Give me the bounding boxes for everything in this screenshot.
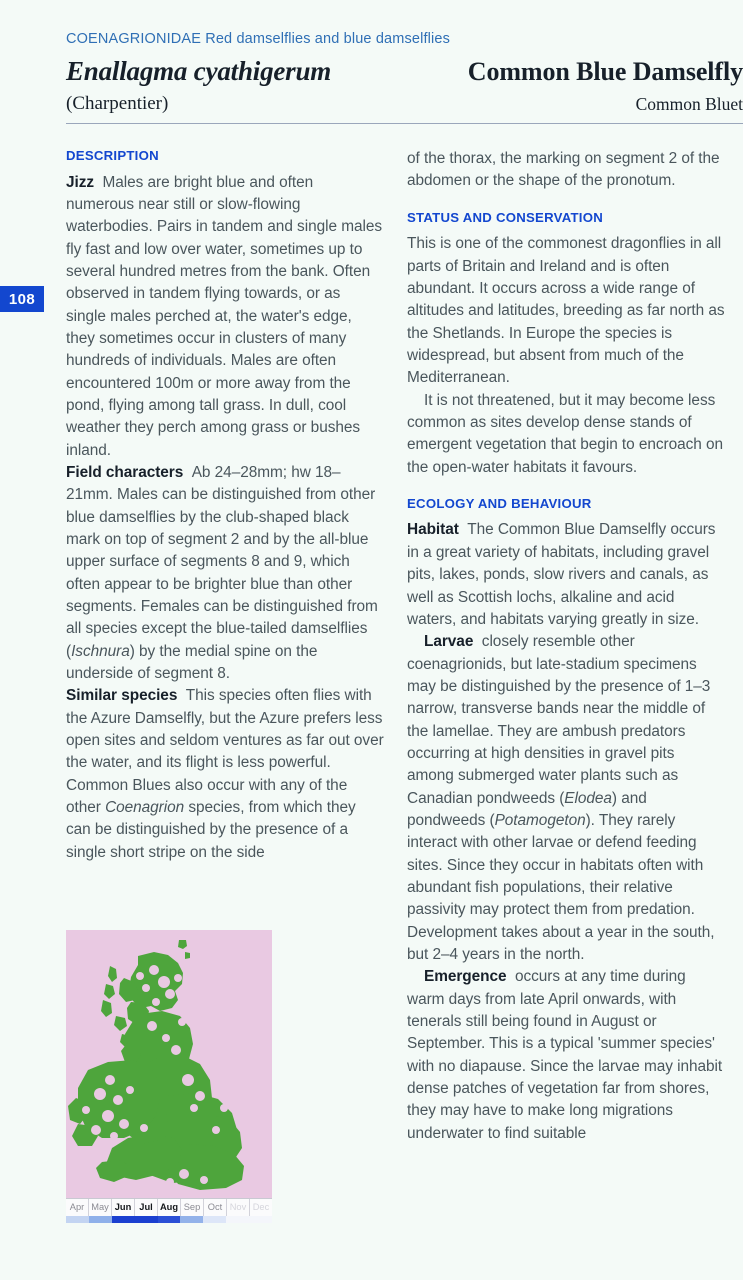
alternative-name: Common Bluet [635,94,743,114]
family-header: COENAGRIONIDAE Red damselflies and blue damselflies [66,31,450,47]
term-emergence: Emergence [424,968,507,986]
paragraph-continued: of the thorax, the marking on segment 2 of the abdomen or the shape of the pronotum. [407,150,720,190]
month-cell-may: May [89,1199,112,1216]
flight-bar-oct [203,1216,226,1223]
habitat-text: The Common Blue Damselfly occurs in a great variety of habitats, including gravel pits, lakes, ponds, slow rivers and canals, as well as Scottish lochs, alkaline and acid waters, and habitats varying greatly in size. [407,521,716,628]
genus-coenagrion: Coenagrion [105,799,185,817]
flight-bar-may [89,1216,112,1223]
term-jizz: Jizz [66,173,95,191]
month-cell-aug: Aug [158,1199,181,1216]
paragraph-field-characters [66,462,384,685]
paragraph-status: This is one of the commonest dragonflies in all parts of Britain and Ireland and is often abundant. It occurs across a wide range of altitudes and latitudes, breeding as far north as the Shetlands. In Europe the species is widespread, but absent from much of the Mediterranean. [407,235,725,387]
page-number-tab [0,286,44,312]
distribution-figure [66,930,272,1223]
paragraph-emergence [407,966,725,1145]
term-habitat: Habitat [407,521,459,539]
month-cell-oct: Oct [204,1199,227,1216]
term-field-characters: Field characters [66,463,184,481]
larvae-text-2: ) and pondweeds ( [407,789,647,829]
common-name: Common Blue Damselfly [467,57,743,86]
map-graphic [66,930,272,1198]
genus-ischnura: Ischnura [71,642,130,660]
header-divider [66,123,743,124]
flight-bar-aug [158,1216,181,1223]
paragraph-jizz-text: Males are bright blue and often numerous near still or slow-flowing waterbodies. Pairs in tandem and single males fly fast and low over water, sometimes up to several hundred metres from the bank. Often observed in tandem flying towards, or as single males perched at, the water's edge, they sometimes occur in clusters of many hundreds of individuals. Males are often encountered 100m or more away from the pond, flying among tall grass. In dull, cool weather they perch among grass or bushes inland. [66,173,382,459]
distribution-map [66,930,272,1198]
flight-bar-nov [226,1216,249,1223]
month-cell-jul: Jul [135,1199,158,1216]
flight-bar-apr [66,1216,89,1223]
field-characters-text-1: Ab 24–28mm; hw 18–21mm. Males can be distinguished from other blue damselflies by the club-shaped black mark on top of segment 2 and by the all-blue upper surface of segments 8 and 9, which often appear to be brighter blue than other segments. Females can be distinguished from all species except the blue-tailed damselflies ( [66,463,378,660]
heading-ecology-behaviour: ECOLOGY AND BEHAVIOUR [407,495,592,511]
flight-bar-jul [135,1216,158,1223]
month-cell-dec: Dec [252,1202,270,1212]
larvae-text-3: ). They rarely interact with other larvae or defend feeding sites. Since they occur in habitats often with abundant fish populations, their relative passivity may protect them from predation. Development takes about a year in the south, but 2–4 years in the north. [407,811,715,963]
flight-bar-sep [180,1216,203,1223]
paragraph-similar-species [66,685,384,864]
paragraph-status-2: It is not threatened, but it may become less common as sites develop dense stands of emergent vegetation that begin to encroach on the open-water habitats it favours. [407,391,724,476]
flight-bar-jun [112,1216,135,1223]
map-landmass [68,940,244,1190]
paragraph-jizz [66,172,384,462]
similar-species-text-1: This species often flies with the Azure Damselfly, but the Azure prefers less open sites and seldom ventures as far out over the water, and its flight is less powerful. Common Blues also occur with any of the other [66,687,384,817]
scientific-name: Enallagma cyathigerum [66,56,332,86]
page-number: 108 [8,290,36,308]
heading-description: DESCRIPTION [66,148,159,163]
month-cell-jun: Jun [112,1199,135,1216]
authority-name: (Charpentier) [66,93,169,114]
term-similar-species: Similar species [66,687,178,705]
term-larvae: Larvae [424,633,474,651]
month-cell-nov: Nov [227,1199,250,1216]
month-cell-apr: Apr [66,1199,89,1216]
larvae-text-1: closely resemble other coenagrionids, but late-stadium specimens may be distinguished by the presence of 1–3 narrow, transverse bands near the middle of the lamellae. They are ambush predators occurring at high densities in gravel pits among submerged water plants such as Canadian pondweeds ( [407,633,711,807]
left-column [66,148,384,1212]
flight-period-months [66,1198,272,1216]
month-cell-sep: Sep [181,1199,204,1216]
page-sheet [66,0,743,1280]
emergence-text: occurs at any time during warm days from late April onwards, with tenerals still being found in August or September. This is a typical 'summer species' with no diapause. Since the larvae may inhabit dense patches of vegetation far from shores, they may have to make long migrations underwater to find suitable [407,968,723,1142]
flight-bar-dec [249,1216,272,1223]
genus-elodea: Elodea [564,789,612,807]
field-characters-text-2: ) by the medial spine on the underside of segment 8. [66,642,318,683]
flight-period-bars [66,1216,272,1223]
paragraph-larvae [407,631,725,966]
genus-potamogeton: Potamogeton [494,811,586,829]
paragraph-habitat [407,519,725,631]
similar-species-text-2: species, from which they can be distinguished by the presence of a single short stripe on the side [66,799,356,861]
heading-status-conservation: STATUS AND CONSERVATION [407,209,603,225]
right-column [407,148,725,1145]
